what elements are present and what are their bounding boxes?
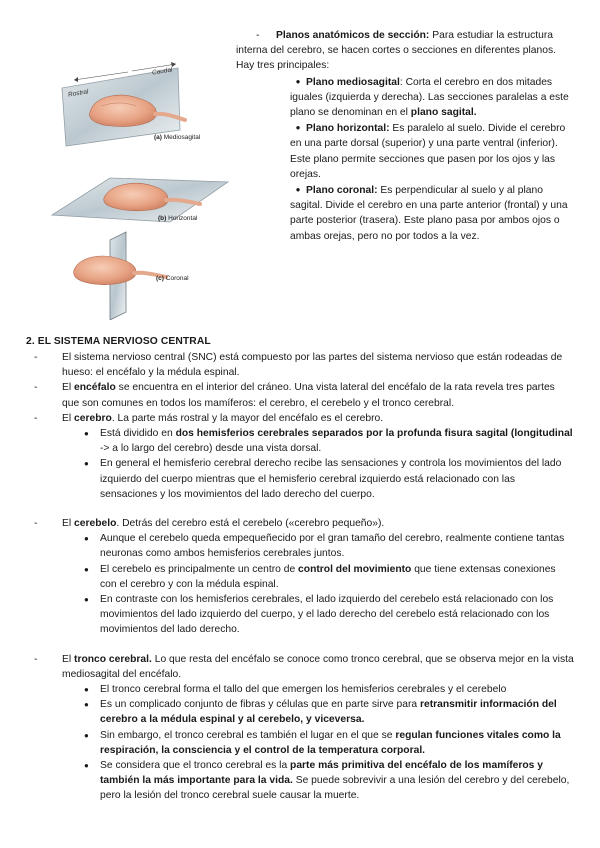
figure-caption-b [158,211,197,226]
cerebelo-bullet-1: ● Aunque el cerebelo queda empequeñecido por el gran tamaño del cerebro, realmente contiene tantas neuronas como ambos hemisferios cerebrales juntos. [84,533,565,560]
plano-coronal-item: ● Plano coronal: Es perpendicular al suelo y al plano sagital. Divide el cerebro en una parte anterior (frontal) y una parte posterior (trasera). Este plano pasa por ambos ojos o ambas orejas, pero no por todos a la vez. [290,185,568,242]
figure-tag-a: (a) [154,134,162,141]
tronco-bullet-2: ● Es un complicado conjunto de fibras y células que en parte sirve para retransmitir información del cerebro a la médula espinal y al cerebelo, y viceversa. [84,699,557,726]
tronco-bullet-4: ● Se considera que el tronco cerebral es la parte más primitiva del encéfalo de los mamíferos y también la más importante para la vida. Se puede sobrevivir a una lesión del cerebro y del cerebelo, pero la lesión del tronco cerebral suele causar la muerte. [84,760,570,802]
figure-caption-a [154,130,200,145]
plano-mediosagital-item: ● Plano mediosagital: Corta el cerebro en dos mitades iguales (izquierda y derecha). Las secciones paralelas a este plano se denominan en el plano sagital. [290,76,569,119]
cerebelo-bullet-2: ● El cerebelo es principalmente un centro de control del movimiento que tiene extensas conexiones con el cerebro y con la médula espinal. [84,563,556,590]
cerebro-bullet-2: ● En general el hemisferio cerebral derecho recibe las sensaciones y controla los movimientos del lado izquierdo del cuerpo mientras que el hemisferio cerebral izquierdo está relacionado con las sensaciones y los movimientos del lado derecho del cuerpo. [84,458,562,500]
snc-section-body [26,350,574,804]
axis-label-rostral: Rostral [67,88,89,99]
horizontal-plane-illustration [52,178,228,222]
figure-caption-c [156,271,189,286]
tronco-bullet-1: ● El tronco cerebral forma el tallo del que emergen los hemisferios cerebrales y el cerebelo [84,684,507,696]
figure-label-c: Coronal [165,275,189,282]
section-title: 2. EL SISTEMA NERVIOSO CENTRAL [26,336,211,347]
axis-label-caudal: Caudal [151,66,174,77]
cerebelo-bullet-3: ● En contraste con los hemisferios cerebrales, el lado izquierdo del cerebelo está relacionado con los movimientos del lado izquierdo del cuerpo, y el lado derecho del cerebelo está relacionado con los movimientos del lado derecho. [84,594,554,636]
plano-horizontal-item: ● Plano horizontal: Es paralelo al suelo. Divide el cerebro en una parte dorsal (superior) y una parte ventral (inferior). Este plano permite secciones que pasen por los ojos y las orejas. [290,123,566,180]
figure-label-a: Mediosagital [163,134,201,141]
snc-definition: - El sistema nervioso central (SNC) está compuesto por las partes del sistema nervioso que están rodeadas de hueso: el encéfalo y la médula espinal. [34,352,563,379]
cerebelo-item: - El cerebelo. Detrás del cerebro está el cerebelo («cerebro pequeño»). [34,518,385,530]
figure-tag-c: (c) [156,275,164,282]
figure-tag-b: (b) [158,215,167,222]
encefalo-item: - El encéfalo se encuentra en el interior del cráneo. Una vista lateral del encéfalo de la rata revela tres partes que son comunes en todos los mamíferos: el cerebro, el cerebelo y el tronco cerebral. [34,382,555,409]
cerebro-item: - El cerebro. La parte más rostral y la mayor del encéfalo es el cerebro. [34,412,384,424]
tronco-bullet-3: ● Sin embargo, el tronco cerebral es también el lugar en el que se regulan funciones vitales como la respiración, la consciencia y el control de la temperatura corporal. [84,729,561,756]
planos-heading: Planos anatómicos de sección: [276,30,430,41]
tronco-item: - El tronco cerebral. Lo que resta del encéfalo se conoce como tronco cerebral, que se observa mejor en la vista mediosagital del encéfalo. [34,653,574,680]
figure-label-b: Horizontal [168,215,198,222]
coronal-plane-illustration [74,232,166,320]
planos-intro: - Planos anatómicos de sección: Para estudiar la estructura interna del cerebro, se hacen cortes o secciones en diferentes planos. Hay tres principales: [236,30,556,72]
cerebro-bullet-1: ● Está dividido en dos hemisferios cerebrales separados por la profunda fisura sagital (longitudinal -> a lo largo del cerebro) desde una vista dorsal. [84,428,573,455]
planos-anatomicos-block [236,28,572,244]
